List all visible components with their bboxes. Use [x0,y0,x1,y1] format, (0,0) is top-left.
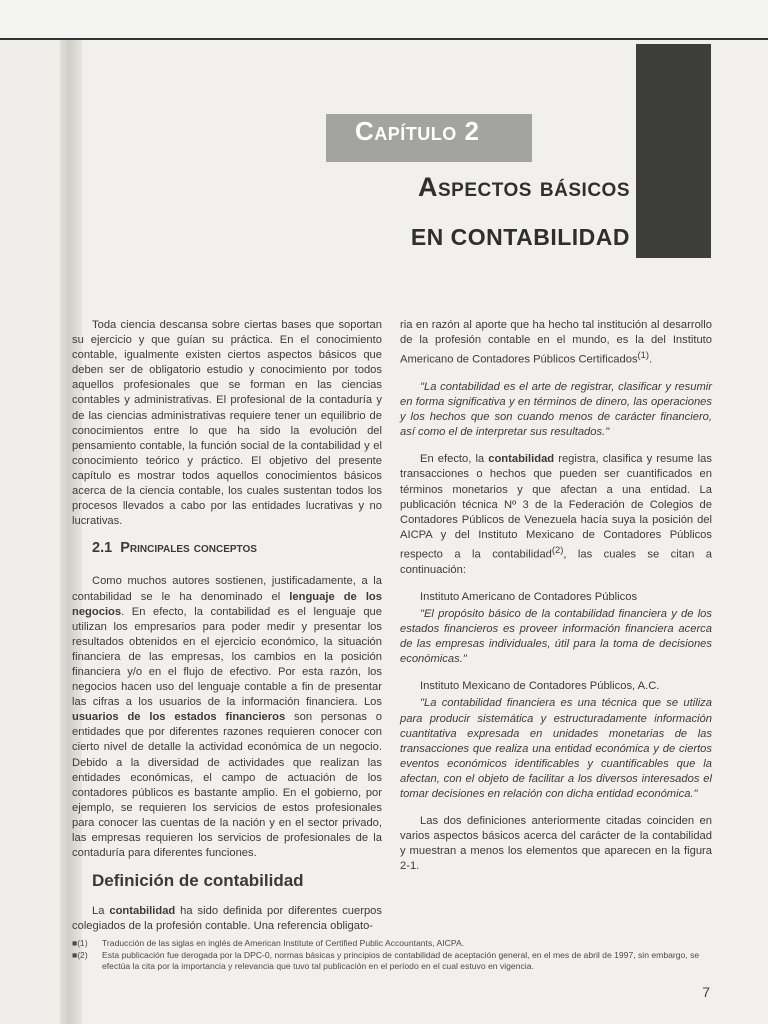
bold-term: contabilidad [109,905,176,918]
section-title: Principales conceptos [120,540,257,557]
right-column [400,318,712,886]
closing-paragraph: Las dos definiciones anteriormente citadas coinciden en varios aspectos básicos acerca del carácter de la contabilidad y muestran a menos los elementos que aparecen en la figura 2-1. [400,815,712,873]
concepts-paragraph [72,574,382,861]
text-run: , las cuales se citan a continuación: [400,548,712,576]
continuation-paragraph [400,318,712,368]
text-run: registra, clasifica y resume las transacciones o hechos que pueden ser cuantificados en términos monetarios y que afectan a una entidad. La publicación técnica Nº 3 de la Federación de Colegios de Contadores Públicos de Venezuela hacía suya la posición del AICPA y del Instituto Mexicano de Contadores Públicos respecto a la contabilidad [400,453,712,561]
definition-paragraph [72,904,382,934]
footnote-text: Esta publicación fue derogada por la DPC-0, normas básicas y principios de contabilidad de aceptación general, en el mes de abril de 1997, sin embargo, se efectúa la cita por la importancia y relevancia que tuvo tal publicación en el período en el cual estuvo en vigencia. [102,949,700,971]
subheading: Definición de contabilidad [92,871,304,891]
footnotes [72,938,712,973]
text-run: . En efecto, la contabilidad es el lenguaje que utilizan los empresarios para poder medir y presentar los resultados obtenidos en el ejercicio económico, la situación financiera de las empresas, los cambios en la posición financiera y/o en el flujo de efectivo. Por esta razón, los negocios hacen uso del lenguaje contable a fin de presentar las cifras a los usuarios de la información financiera. Los [72,605,382,709]
source-label-aicpa: Instituto Americano de Contadores Públicos [420,590,638,603]
footnote-marker: ■(1) [72,938,88,948]
text-run: son personas o entidades que por diferentes razones requieren conocer con cierto nivel de detalle la actividad económica de un negocio. Debido a la diversidad de actividades que realizan las entidades económicas, el campo de actuación de los contadores públicos es bastante amplio. En el gobierno, por ejemplo, se requieren los servicios de estos profesionales para conocer las cuentas de la nación y en el sector privado, las empresas requieren los servicios de profesionales de la contaduría para diferentes funciones. [72,711,382,860]
footnote-text: Traducción de las siglas en inglés de American Institute of Certified Public Accountants, AICPA. [102,938,465,948]
text-run: Como muchos autores sostienen, justificadamente, a la contabilidad se le ha denominado el [72,575,382,603]
bold-term: lenguaje de los negocios [72,590,382,618]
chapter-label: Capítulo 2 [355,116,480,146]
scan-top-margin [0,0,768,40]
chapter-accent-bar [636,44,711,258]
text-run: La [92,905,110,918]
footnote-ref: (2) [551,544,564,555]
footnote-marker: ■(2) [72,949,88,960]
text-run: ha sido definida por diferentes cuerpos colegiados de la profesión contable. Una referencia obligato- [72,905,382,933]
chapter-title-line2: EN CONTABILIDAD [410,224,630,250]
bold-term: usuarios de los estados financieros [72,711,286,724]
bold-term: contabilidad [488,453,555,466]
text-run: . [648,353,653,366]
imcp-definition-quote: "La contabilidad financiera es una técnica que se utiliza para producir sistemática y estructuradamente información cuantitativa expresada en unidades monetarias de las transacciones que realiza una entidad económica y de ciertos eventos económicos identificables y cuantificables que la afectan, con el objeto de facilitar a los diversos interesados el tomar decisiones en relación con dicha entidad económica." [400,697,712,800]
text-run: En efecto, la [420,453,489,466]
chapter-title-line1: Aspectos básicos [417,172,630,202]
section-number: 2.1 [92,540,113,557]
left-column [72,318,382,946]
explanation-paragraph [400,452,712,577]
footnote-2 [72,950,712,973]
source-label-imcp: Instituto Mexicano de Contadores Públicos, A.C. [420,680,660,693]
section-heading [92,541,382,556]
aicpa-definition-quote: "El propósito básico de la contabilidad financiera y de los estados financieros es proveer información financiera acerca de las empresas individuales, útil para la toma de decisiones económicas." [400,607,712,666]
aicpa-quote: "La contabilidad es el arte de registrar, clasificar y resumir en forma significativa y en términos de dinero, las operaciones y los hechos que son cuando menos de carácter financiero, así como el de interpretar sus resultados." [400,381,712,439]
intro-paragraph: Toda ciencia descansa sobre ciertas bases que soportan su ejercicio y que guían su práctica. En el conocimiento contable, igualmente existen ciertos aspectos básicos que deben ser de obligatorio estudio y conocimiento por todos aquellos profesionales que se forman en las ciencias contables y administrativas. El profesional de la contaduría y de las ciencias administrativas requiere tener un equilibrio de conocimientos entre lo que ha sido la evolución del pensamiento contable, la función social de la contabilidad y el conocimiento teórico y práctico. El objetivo del presente capítulo es mostrar todos aquellos conocimientos básicos acerca de la ciencia contable, los cuales sustentan todos los procesos llevados a cabo por las entidades lucrativas y no lucrativas. [72,319,382,528]
text-run: ria en razón al aporte que ha hecho tal institución al desarrollo de la profesión contable en el mundo, es la del Instituto Americano de Contadores Públicos Certificados [400,319,712,366]
footnote-ref: (1) [637,350,649,361]
footnote-1 [72,938,712,950]
page-number: 7 [702,984,710,1000]
